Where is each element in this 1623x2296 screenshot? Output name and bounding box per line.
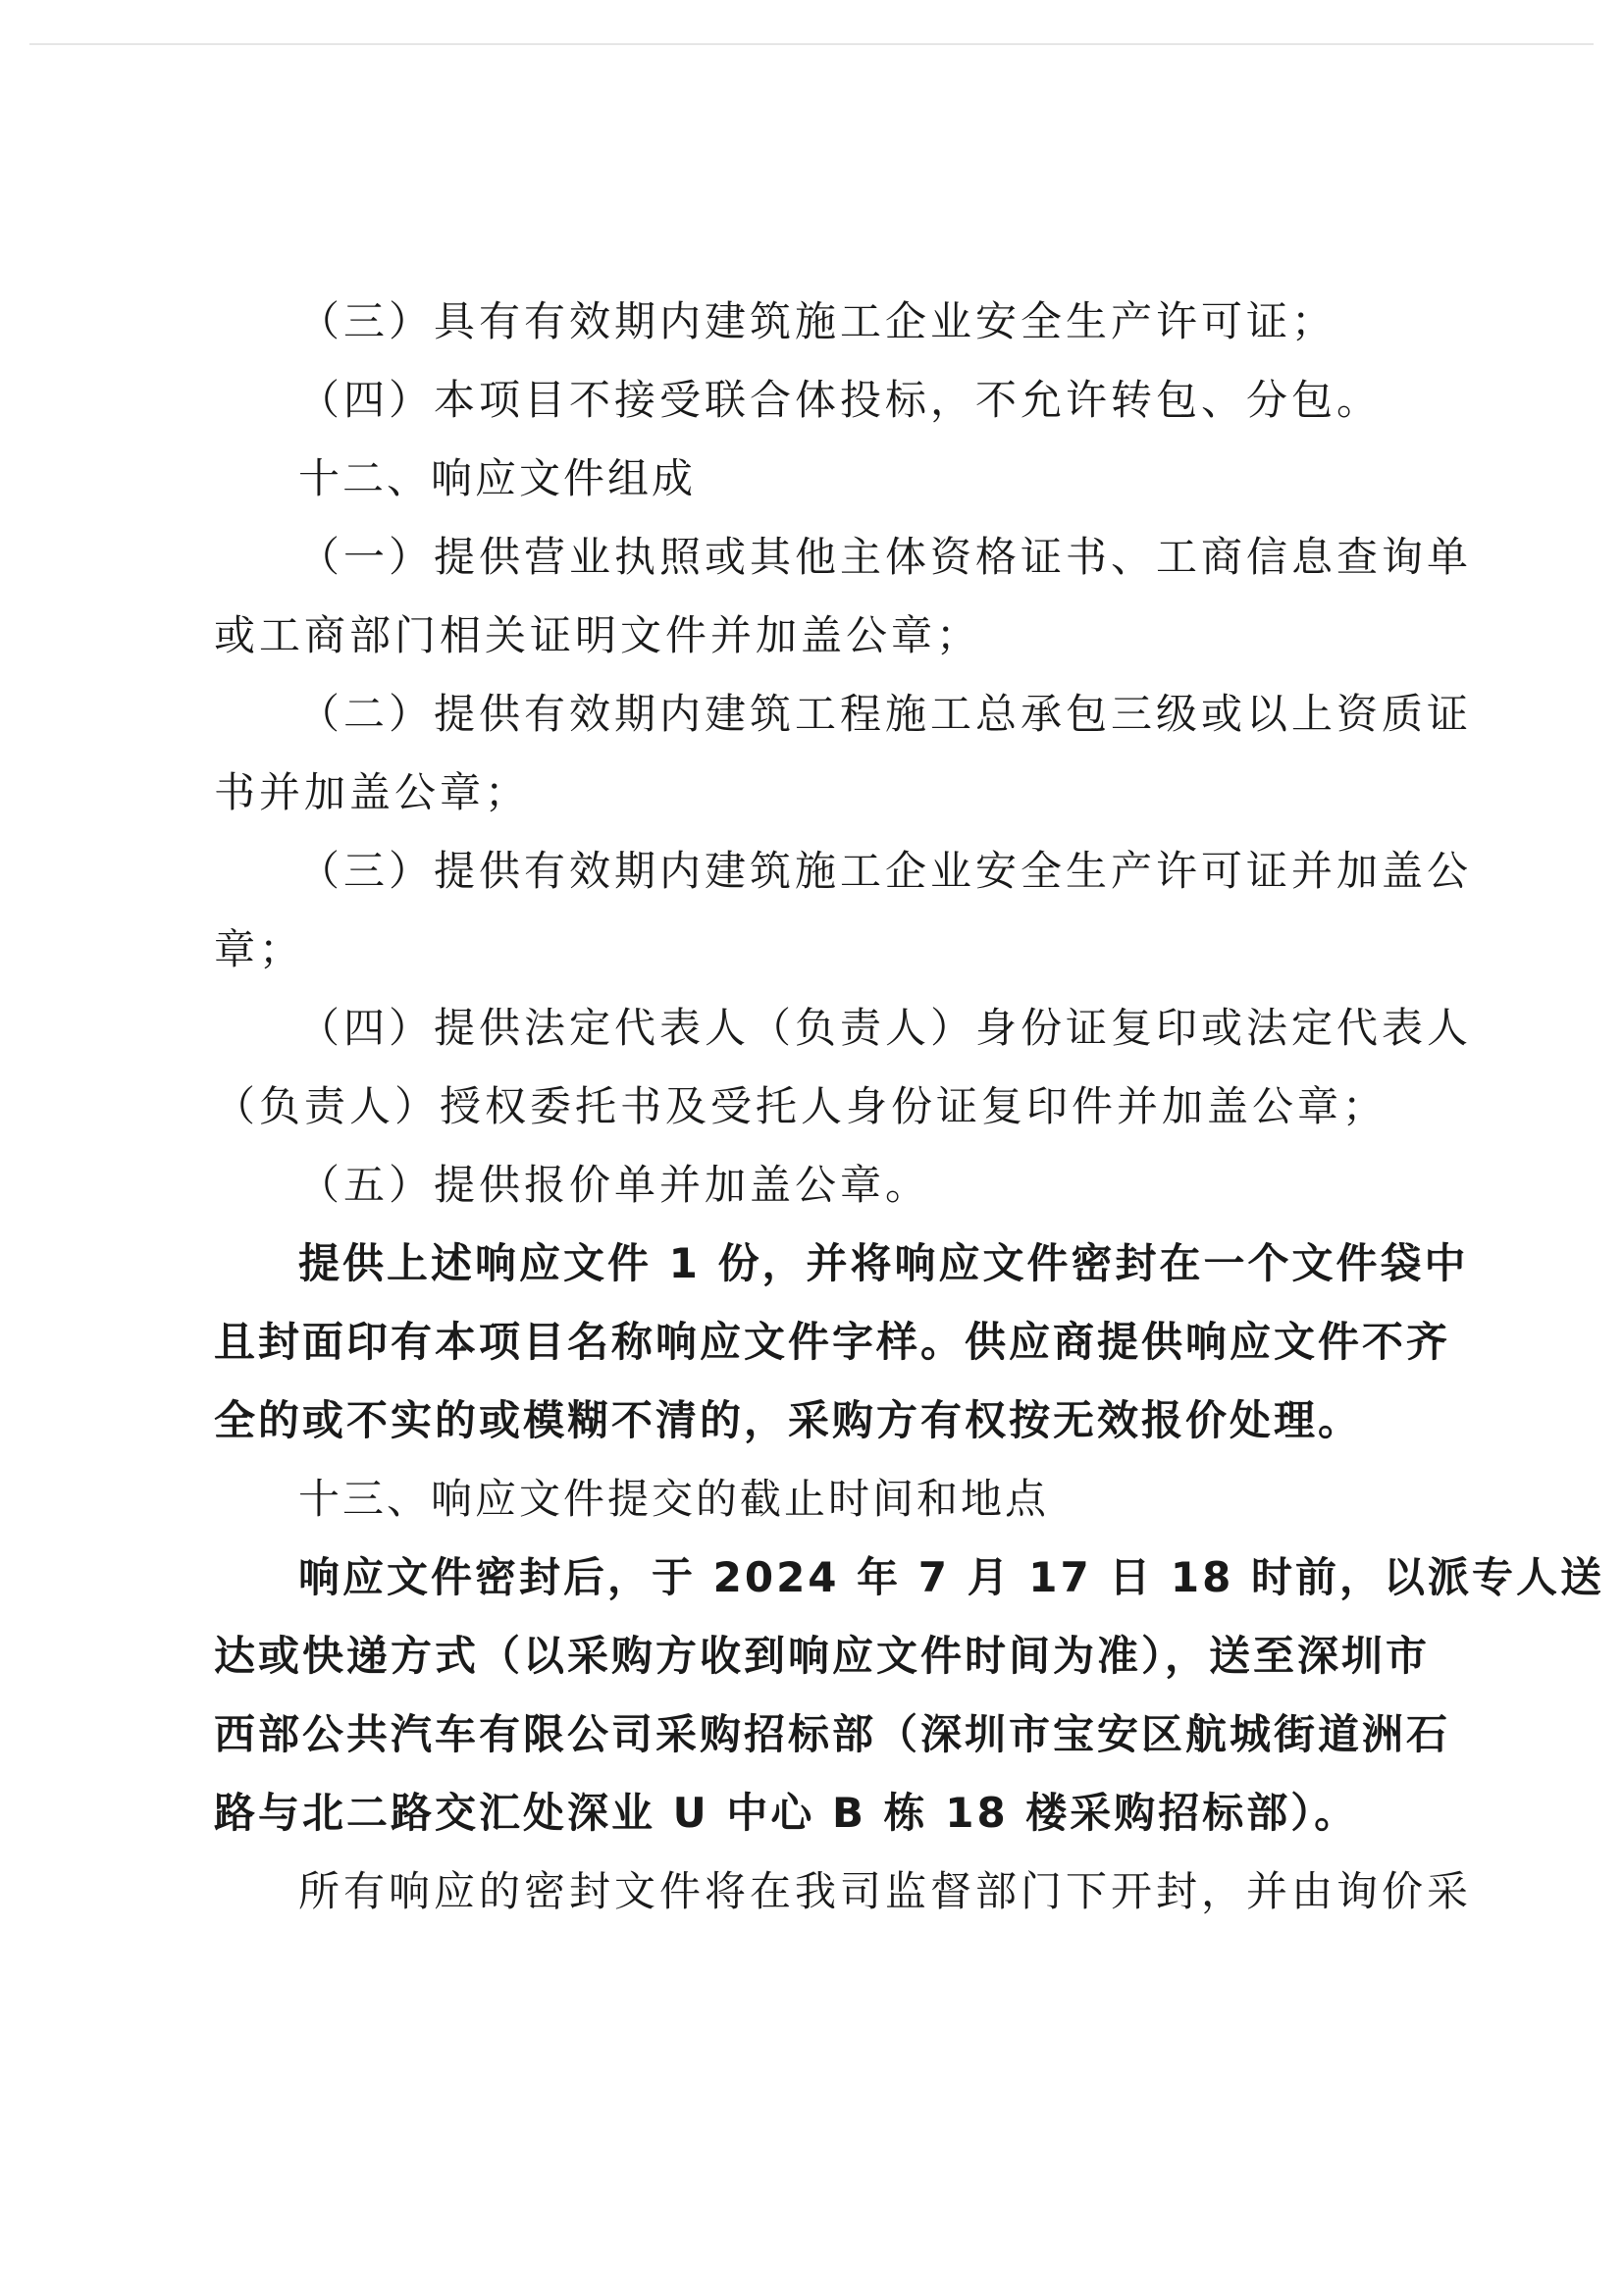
- response-doc-item-2-line-1: （二）提供有效期内建筑工程施工总承包三级或以上资质证: [298, 690, 1473, 738]
- response-doc-item-3-line-1: （三）提供有效期内建筑施工企业安全生产许可证并加盖公: [298, 847, 1473, 895]
- opening-paragraph-line-1: 所有响应的密封文件将在我司监督部门下开封，并由询价采: [298, 1867, 1473, 1915]
- deadline-line-3: 西部公共汽车有限公司采购招标部（深圳市宝安区航城街道洲石: [214, 1710, 1451, 1758]
- deadline-line-1: 响应文件密封后，于 2024 年 7 月 17 日 18 时前，以派专人送: [298, 1553, 1604, 1601]
- response-doc-item-1-line-2: 或工商部门相关证明文件并加盖公章；: [214, 611, 982, 659]
- bold-notice-line-3: 全的或不实的或模糊不清的，采购方有权按无效报价处理。: [214, 1396, 1363, 1444]
- qualification-item-4: （四）本项目不接受联合体投标，不允许转包、分包。: [298, 376, 1383, 424]
- document-body: [214, 283, 1604, 1931]
- response-doc-item-4-line-1: （四）提供法定代表人（负责人）身份证复印或法定代表人: [298, 1004, 1473, 1052]
- response-doc-item-5: （五）提供报价单并加盖公章。: [298, 1161, 931, 1209]
- deadline-line-2: 达或快递方式（以采购方收到响应文件时间为准），送至深圳市: [214, 1632, 1431, 1680]
- section-heading-13: 十三、响应文件提交的截止时间和地点: [298, 1475, 1050, 1523]
- scan-edge-line: [29, 43, 1594, 45]
- qualification-item-3: （三）具有有效期内建筑施工企业安全生产许可证；: [298, 297, 1337, 345]
- response-doc-item-4-line-2: （负责人）授权委托书及受托人身份证复印件并加盖公章；: [214, 1082, 1388, 1130]
- response-doc-item-1-line-1: （一）提供营业执照或其他主体资格证书、工商信息查询单: [298, 533, 1473, 581]
- bold-notice-line-1: 提供上述响应文件 1 份，并将响应文件密封在一个文件袋中: [298, 1239, 1469, 1287]
- section-heading-12: 十二、响应文件组成: [298, 454, 697, 502]
- response-doc-item-3-line-2: 章；: [214, 925, 305, 973]
- bold-notice-line-2: 且封面印有本项目名称响应文件字样。供应商提供响应文件不齐: [214, 1318, 1451, 1366]
- deadline-line-4: 路与北二路交汇处深业 U 中心 B 栋 18 楼采购招标部）。: [214, 1789, 1359, 1837]
- response-doc-item-2-line-2: 书并加盖公章；: [214, 768, 531, 816]
